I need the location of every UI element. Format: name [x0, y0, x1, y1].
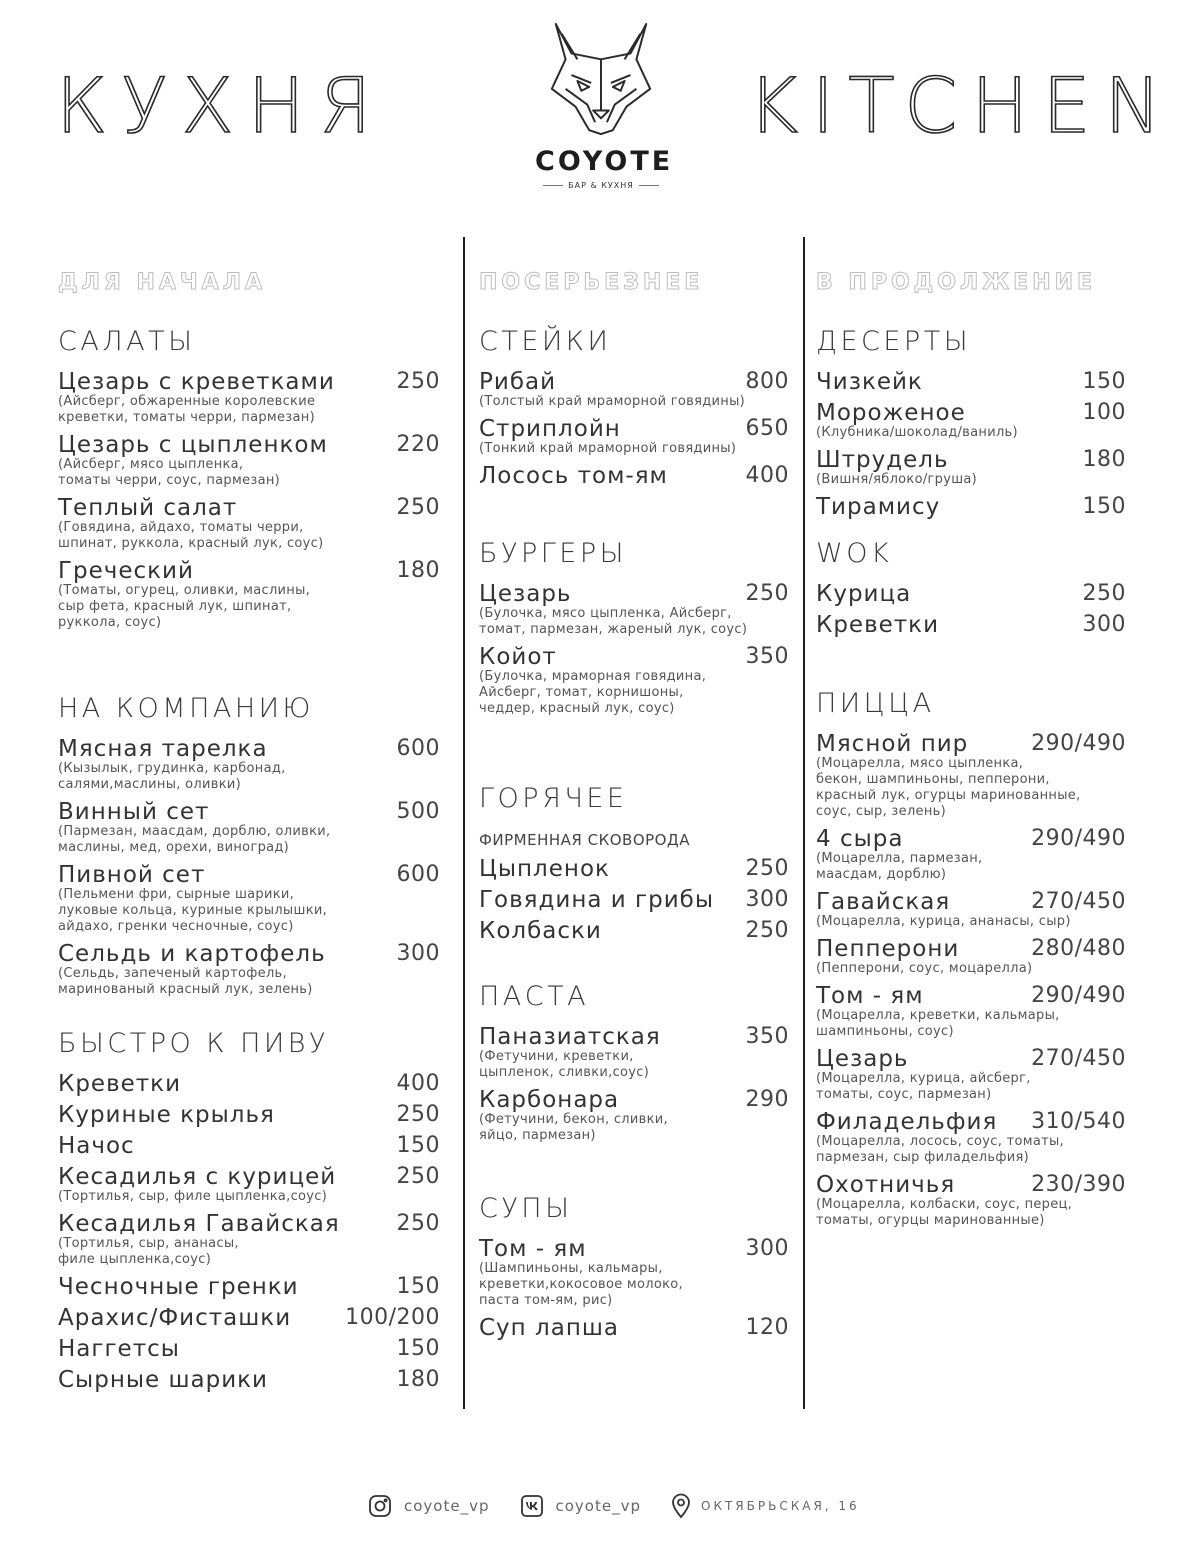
menu-item [58, 800, 440, 856]
menu-item-name: Кесадилья Гавайская [58, 1211, 340, 1237]
menu-item-price: 400 [745, 463, 789, 488]
menu-item-description: (Толстый край мраморной говядины) [479, 394, 746, 409]
menu-item-name: Креветки [58, 1071, 182, 1097]
menu-item-description: (Фетучини, бекон, сливки, [479, 1112, 668, 1127]
menu-item [479, 888, 789, 912]
menu-item-price: 220 [396, 432, 440, 457]
menu-item [479, 582, 789, 638]
column-header: ПОСЕРЬЕЗНЕЕ [479, 270, 704, 295]
menu-item-name: Стриплойн [479, 416, 621, 442]
menu-item-price: 250 [396, 1102, 440, 1127]
menu-item-name: Чизкейк [816, 369, 923, 395]
address: ОКТЯБРЬСКАЯ, 16 [701, 1499, 860, 1513]
menu-item-description: томаты, соус, пармезан) [816, 1087, 992, 1102]
menu-item-price: 290/490 [1031, 983, 1126, 1008]
menu-item [58, 1134, 440, 1158]
menu-item-name: Чесночные гренки [58, 1274, 299, 1300]
menu-item-name: Гавайская [816, 889, 951, 915]
menu-item-description: (Булочка, мясо цыпленка, Айсберг, [479, 606, 732, 621]
menu-item-price: 150 [1082, 369, 1126, 394]
menu-item-price: 350 [745, 644, 789, 669]
menu-item-name: Штрудель [816, 447, 949, 473]
menu-item-price: 120 [745, 1315, 789, 1340]
menu-item [479, 1088, 789, 1144]
menu-item [58, 1368, 440, 1392]
menu-item-price: 300 [396, 941, 440, 966]
menu-item [479, 919, 789, 943]
menu-item [58, 942, 440, 998]
menu-item-name: Винный сет [58, 799, 210, 825]
menu-item [58, 737, 440, 793]
menu-item [58, 433, 440, 489]
menu-item-description: айдахо, гренки чесночные, соус) [58, 919, 294, 934]
menu-item-description: томаты черри, соус, пармезан) [58, 473, 281, 488]
menu-item-description: (Клубника/шоколад/ваниль) [816, 425, 1018, 440]
vk-icon[interactable] [520, 1494, 544, 1518]
menu-item-description: (Тонкий край мраморной говядины) [479, 441, 737, 456]
section-title: ГОРЯЧЕЕ [479, 783, 628, 814]
section-title: ПИЦЦА [816, 688, 935, 719]
menu-item-price: 350 [745, 1024, 789, 1049]
menu-item-name: Карбонара [479, 1087, 620, 1113]
menu-item-description: филе цыпленка,соус) [58, 1252, 212, 1267]
menu-item-name: Койот [479, 644, 557, 670]
menu-item-description: (Тортилья, сыр, филе цыпленка,соус) [58, 1189, 328, 1204]
menu-item-price: 800 [745, 369, 789, 394]
section-subheading: ФИРМЕННАЯ СКОВОРОДА [479, 831, 690, 849]
menu-item [479, 1316, 789, 1340]
menu-item [58, 1212, 440, 1268]
menu-item-price: 280/480 [1031, 936, 1126, 961]
menu-item [479, 417, 789, 457]
menu-item-name: Сырные шарики [58, 1367, 269, 1393]
column-divider [463, 237, 465, 1409]
menu-item-description: салями,маслины, оливки) [58, 777, 241, 792]
section-title: WOK [816, 538, 893, 569]
menu-item-name: Пивной сет [58, 862, 206, 888]
menu-item [479, 645, 789, 717]
menu-item-name: Цыпленок [479, 856, 610, 882]
menu-item [58, 1275, 440, 1299]
menu-item-price: 270/450 [1031, 889, 1126, 914]
menu-item-name: Цезарь [479, 581, 572, 607]
menu-item-price: 150 [396, 1336, 440, 1361]
menu-item [816, 1173, 1126, 1229]
menu-item-price: 250 [745, 918, 789, 943]
menu-item-price: 400 [396, 1071, 440, 1096]
menu-item-description: (Сельдь, запеченый картофель, [58, 966, 287, 981]
menu-item-name: Цезарь с цыпленком [58, 432, 328, 458]
menu-item-description: креветки, томаты черри, пармезан) [58, 410, 315, 425]
menu-item-price: 500 [396, 799, 440, 824]
menu-item-name: Охотничья [816, 1172, 956, 1198]
menu-item-name: Том - ям [816, 983, 924, 1009]
coyote-head-icon [542, 20, 660, 138]
section-title: НА КОМПАНИЮ [58, 693, 314, 724]
menu-item-description: маринованый красный лук, зелень) [58, 982, 313, 997]
menu-item-description: (Моцарелла, колбаски, соус, перец, [816, 1197, 1073, 1212]
menu-item [58, 496, 440, 552]
menu-item [58, 370, 440, 426]
menu-item-name: Паназиатская [479, 1024, 661, 1050]
menu-item [58, 863, 440, 935]
title-en: KITCHEN [748, 61, 1176, 150]
menu-item-name: 4 сыра [816, 826, 904, 852]
menu-item-description: (Моцарелла, курица, айсберг, [816, 1071, 1031, 1086]
menu-item [479, 1237, 789, 1309]
menu-item-description: бекон, шампиньоны, пепперони, [816, 772, 1050, 787]
section-title: ДЕСЕРТЫ [816, 326, 972, 357]
menu-item-description: (Говядина, айдахо, томаты черри, [58, 520, 304, 535]
menu-item-description: паста том-ям, рис) [479, 1293, 613, 1308]
menu-item [816, 613, 1126, 637]
menu-item-description: (Моцарелла, креветки, кальмары, [816, 1008, 1060, 1023]
menu-item-price: 180 [396, 1367, 440, 1392]
section-title: БУРГЕРЫ [479, 538, 627, 569]
menu-item-description: (Моцарелла, курица, ананасы, сыр) [816, 914, 1071, 929]
menu-item-price: 150 [396, 1133, 440, 1158]
menu-item-description: соус, сыр, зелень) [816, 804, 946, 819]
menu-item-description: пармезан, сыр филадельфия) [816, 1150, 1030, 1165]
menu-item-description: шпинат, руккола, красный лук, соус) [58, 536, 324, 551]
menu-item-name: Цезарь с креветками [58, 369, 335, 395]
menu-item [479, 857, 789, 881]
menu-item-name: Курица [816, 581, 912, 607]
vk-handle[interactable]: coyote_vp [555, 1497, 641, 1515]
location-pin-icon [671, 1493, 691, 1519]
menu-item-name: Том - ям [479, 1236, 587, 1262]
menu-item-description: (Айсберг, мясо цыпленка, [58, 457, 244, 472]
menu-item-description: цыпленок, сливки,соус) [479, 1065, 650, 1080]
menu-item-name: Пепперони [816, 936, 960, 962]
menu-item-price: 100 [1082, 400, 1126, 425]
menu-item-price: 290 [745, 1087, 789, 1112]
menu-item [816, 401, 1126, 441]
menu-item [816, 1047, 1126, 1103]
menu-item-description: (Тортилья, сыр, ананасы, [58, 1236, 239, 1251]
menu-item-name: Куриные крылья [58, 1102, 275, 1128]
section-title: СУПЫ [479, 1193, 573, 1224]
menu-item-price: 250 [396, 1211, 440, 1236]
column-divider [803, 237, 805, 1409]
menu-item [816, 937, 1126, 977]
menu-item-price: 290/490 [1031, 826, 1126, 851]
menu-item-name: Греческий [58, 558, 194, 584]
menu-item-price: 270/450 [1031, 1046, 1126, 1071]
menu-item-price: 150 [396, 1274, 440, 1299]
menu-item [816, 495, 1126, 519]
menu-item-name: Лосось том-ям [479, 463, 668, 489]
menu-item [58, 1337, 440, 1361]
menu-item-description: томаты, огурцы маринованные) [816, 1213, 1045, 1228]
menu-item-name: Арахис/Фисташки [58, 1305, 292, 1331]
menu-item-name: Мясной пир [816, 731, 969, 757]
menu-item [58, 1103, 440, 1127]
menu-item-name: Сельдь и картофель [58, 941, 326, 967]
menu-item [816, 984, 1126, 1040]
menu-item-name: Креветки [816, 612, 940, 638]
menu-item-name: Мороженое [816, 400, 966, 426]
instagram-icon[interactable] [368, 1494, 392, 1518]
menu-item [816, 448, 1126, 488]
column-header: ДЛЯ НАЧАЛА [58, 270, 267, 295]
menu-item [816, 582, 1126, 606]
menu-item-price: 150 [1082, 494, 1126, 519]
menu-item-description: луковые кольца, куриные крылышки, [58, 903, 328, 918]
section-title: БЫСТРО К ПИВУ [58, 1028, 329, 1059]
menu-item-description: маслины, мед, орехи, виноград) [58, 840, 290, 855]
menu-item [58, 1072, 440, 1096]
section-title: САЛАТЫ [58, 326, 196, 357]
menu-item-description: (Шампиньоны, кальмары, [479, 1261, 663, 1276]
menu-item-name: Начос [58, 1133, 135, 1159]
menu-item-price: 290/490 [1031, 731, 1126, 756]
section-title: СТЕЙКИ [479, 326, 612, 357]
menu-item-description: (Томаты, огурец, оливки, маслины, [58, 583, 311, 598]
menu-item-price: 600 [396, 862, 440, 887]
menu-item [816, 827, 1126, 883]
section-title: ПАСТА [479, 981, 590, 1012]
menu-item-description: (Пепперони, соус, моцарелла) [816, 961, 1033, 976]
instagram-handle[interactable]: coyote_vp [404, 1497, 490, 1515]
menu-item-price: 300 [745, 887, 789, 912]
menu-item-price: 250 [745, 581, 789, 606]
menu-item-name: Цезарь [816, 1046, 909, 1072]
menu-item-price: 300 [1082, 612, 1126, 637]
menu-item-price: 250 [396, 369, 440, 394]
menu-item-price: 250 [745, 856, 789, 881]
menu-item [58, 1306, 440, 1330]
menu-item-description: (Булочка, мраморная говядина, [479, 669, 707, 684]
logo-name: COYOTE [535, 146, 674, 177]
footer [368, 1488, 860, 1524]
menu-item-price: 250 [396, 495, 440, 520]
menu-item-description: чеддер, красный лук, соус) [479, 701, 675, 716]
menu-item-description: (Вишня/яблоко/груша) [816, 472, 978, 487]
menu-item-description: Айсберг, томат, корнишоны, [479, 685, 684, 700]
column-header: В ПРОДОЛЖЕНИЕ [816, 270, 1097, 295]
menu-item-description: (Пельмени фри, сырные шарики, [58, 887, 295, 902]
menu-item-name: Говядина и грибы [479, 887, 715, 913]
menu-item [58, 1165, 440, 1205]
menu-item-price: 650 [745, 416, 789, 441]
menu-item-description: (Пармезан, маасдам, дорблю, оливки, [58, 824, 331, 839]
menu-item-description: красный лук, огурцы маринованные, [816, 788, 1081, 803]
logo [535, 20, 674, 190]
menu-item-description: яйцо, пармезан) [479, 1128, 596, 1143]
menu-item-price: 180 [396, 558, 440, 583]
menu-item-name: Тирамису [816, 494, 941, 520]
menu-item-price: 180 [1082, 447, 1126, 472]
menu-item-description: сыр фета, красный лук, шпинат, [58, 599, 292, 614]
menu-item-name: Филадельфия [816, 1109, 998, 1135]
menu-item-price: 250 [1082, 581, 1126, 606]
menu-item-price: 100/200 [345, 1305, 440, 1330]
menu-item-name: Мясная тарелка [58, 736, 268, 762]
menu-item-name: Кесадилья с курицей [58, 1164, 337, 1190]
menu-item-name: Суп лапша [479, 1315, 619, 1341]
menu-item-price: 600 [396, 736, 440, 761]
menu-item [816, 1110, 1126, 1166]
menu-item [816, 370, 1126, 394]
menu-item-description: маасдам, дорблю) [816, 867, 947, 882]
menu-item-price: 250 [396, 1164, 440, 1189]
menu-item-description: (Моцарелла, лосось, соус, томаты, [816, 1134, 1064, 1149]
menu-item-description: (Моцарелла, пармезан, [816, 851, 983, 866]
menu-item [816, 890, 1126, 930]
menu-item-description: (Фетучини, креветки, [479, 1049, 634, 1064]
menu-item-description: шампиньоны, соус) [816, 1024, 954, 1039]
menu-item-price: 300 [745, 1236, 789, 1261]
menu-item [479, 464, 789, 488]
menu-item-description: томат, пармезан, жареный лук, соус) [479, 622, 748, 637]
menu-item-name: Колбаски [479, 918, 602, 944]
title-ru: КУХНЯ [56, 61, 386, 150]
menu-item [479, 370, 789, 410]
menu-item-name: Рибай [479, 369, 557, 395]
menu-item-price: 310/540 [1031, 1109, 1126, 1134]
menu-item-description: креветки,кокосовое молоко, [479, 1277, 683, 1292]
menu-item [58, 559, 440, 631]
menu-item [816, 732, 1126, 820]
menu-item-name: Наггетсы [58, 1336, 180, 1362]
menu-item-description: (Кызылык, грудинка, карбонад, [58, 761, 286, 776]
menu-item-description: (Моцарелла, мясо цыпленка, [816, 756, 1024, 771]
menu-item-price: 230/390 [1031, 1172, 1126, 1197]
logo-subtitle: БАР & КУХНЯ [535, 181, 667, 190]
menu-item-description: (Айсберг, обжаренные королевские [58, 394, 316, 409]
menu-item-name: Теплый салат [58, 495, 238, 521]
menu-item-description: руккола, соус) [58, 615, 162, 630]
menu-item [479, 1025, 789, 1081]
